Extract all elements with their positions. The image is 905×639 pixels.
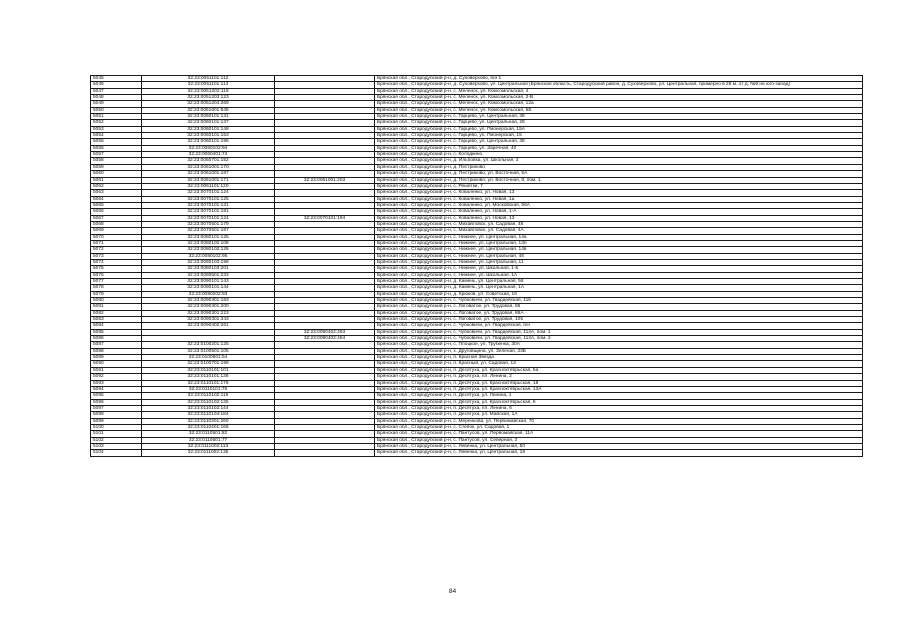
- address-cell: Брянская обл., Стародубский р-н, с. Степок, ул. Садовая, 1: [375, 424, 863, 430]
- address-cell: Брянская обл., Стародубский р-н, с. Михайловск, ул. Садовая, 4А: [375, 228, 863, 234]
- cadastral-number-cell: 32:23:0051203:123: [142, 95, 275, 101]
- row-number-cell: 5083: [91, 317, 142, 323]
- address-cell: Брянская обл., Стародубский р-н, с. Меленск, ул. Комсомольская, 5Б: [375, 107, 863, 113]
- cadastral-number-cell: 32:23:0110501:82: [142, 431, 275, 437]
- address-cell: Брянская обл., Стародубский р-н, с. Гарцево, ул. Заречная, 40: [375, 145, 863, 151]
- address-cell: Брянская обл., Стародубский р-н, п. Десятуха, ул. Красноктябрьская, 18: [375, 380, 863, 386]
- row-number-cell: 5055: [91, 139, 142, 145]
- cadastral-number-cell: 32:23:0070501:187: [142, 228, 275, 234]
- row-number-cell: 5052: [91, 120, 142, 126]
- cadastral-number-cell: 32:23:0070101:181: [142, 209, 275, 215]
- cadastral-number-cell: 32:23:0110102:144: [142, 405, 275, 411]
- cadastral-number-cell: 32:23:0111002:113: [142, 443, 275, 449]
- address-cell: Брянская обл., Стародубский р-н, п. Десятуха, ул. Ленина, 1: [375, 393, 863, 399]
- address-cell: Брянская обл., Стародубский р-н, с. Коваленко, ул. Московская, 56А: [375, 202, 863, 208]
- address-cell: Брянская обл., Стародубский р-н, с. Логоватое, ул. Трудовая, 86: [375, 304, 863, 310]
- row-number-cell: 5070: [91, 234, 142, 240]
- cadastral-number-cell: 32:23:0080103:201: [142, 266, 275, 272]
- address-cell: Брянская обл., Стародубский р-н, с. Коваленко, ул. Новая, 1а: [375, 196, 863, 202]
- address-cell: Брянская обл., Стародубский р-н, с. Логоватое, ул. Трудовая, 86А: [375, 310, 863, 316]
- row-number-cell: 5079: [91, 291, 142, 297]
- row-number-cell: 5060: [91, 171, 142, 177]
- cadastral-number-cell: 32:23:0080501:233: [142, 272, 275, 278]
- row-number-cell: 5064: [91, 196, 142, 202]
- row-number-cell: 5085: [91, 329, 142, 335]
- row-number-cell: 5098: [91, 412, 142, 418]
- address-cell: Брянская обл., Стародубский р-н, д. Пестриково, ул. Восточная, 5А: [375, 171, 863, 177]
- cadastral-number-cell: 32:23:0051202:119: [142, 88, 275, 94]
- address-cell: Брянская обл., Стародубский р-н, с. Чубковичи, ул. Гвардейская, 114А, пом. 1: [375, 329, 863, 335]
- row-number-cell: 5061: [91, 177, 142, 183]
- address-cell: Брянская обл., Стародубский р-н, п. Десятуха, пл. Ленина, 2: [375, 374, 863, 380]
- cadastral-number-cell: 32:23:0110101:101: [142, 367, 275, 373]
- address-cell: Брянская обл., Стародубский р-н, с. Левенка, ул. Центральная, 18: [375, 450, 863, 456]
- address-cell: Брянская обл., Стародубский р-н, с. Гарцево, ул. Пионерская, 15: [375, 133, 863, 139]
- address-cell: Брянская обл., Стародубский р-н, д. Пестриково, ул. Восточная, 8, пом. 1: [375, 177, 863, 183]
- address-cell: Брянская обл., Стародубский р-н, п. Десятуха, пл. Ленина, 6: [375, 405, 863, 411]
- page-number: 84: [448, 588, 457, 595]
- cadastral-number-cell: 32:23:0110301:260: [142, 418, 275, 424]
- row-number-cell: 5101: [91, 431, 142, 437]
- row-number-cell: 5053: [91, 126, 142, 132]
- row-number-cell: 5082: [91, 310, 142, 316]
- cadastral-number-cell: 32:23:0051101:113: [142, 82, 275, 88]
- cadastral-number-cell: 32:23:0060401:74: [142, 152, 275, 158]
- address-cell: Брянская обл., Стародубский р-н, с. Гарцево, ул. Пионерская, 15А: [375, 126, 863, 132]
- cadastral-number-cell: 32:23:0061001:170: [142, 164, 275, 170]
- row-number-cell: 5088: [91, 348, 142, 354]
- cadastral-number-cell: 32:23:0080102:108: [142, 240, 275, 246]
- cadastral-number-cell: 32:23:0051101:112: [142, 76, 275, 82]
- row-number-cell: 5104: [91, 450, 142, 456]
- row-number-cell: 5077: [91, 279, 142, 285]
- cadastral-number-cell: 32:23:0110101:138: [142, 374, 275, 380]
- row-number-cell: 5103: [91, 443, 142, 449]
- cadastral-number-cell: 32:23:0051204:269: [142, 101, 275, 107]
- address-cell: Брянская обл., Стародубский р-н, с. Гарцево, ул. Центральная, 28: [375, 120, 863, 126]
- cadastral-number-cell: 32:23:0110104:184: [142, 412, 275, 418]
- cadastral-number-cell: 32:23:0060102:94: [142, 145, 275, 151]
- row-number-cell: 5081: [91, 304, 142, 310]
- row-number-cell: 5076: [91, 272, 142, 278]
- cadastral-number-cell: 32:23:0061101:120: [142, 183, 275, 189]
- address-cell: Брянская обл., Стародубский р-н, п. Десятуха, ул. Красноктябрьская, 6: [375, 399, 863, 405]
- address-cell: Брянская обл., Стародубский р-н, с. Меленск, ул. Комсомольская, 2-В: [375, 95, 863, 101]
- premises-cadastral-number-cell: 32:23:0090402:453: [275, 329, 375, 335]
- cadastral-number-cell: 32:23:0111002:135: [142, 450, 275, 456]
- premises-cadastral-number-cell: 32:23:0090402:454: [275, 336, 375, 342]
- address-cell: Брянская обл., Стародубский р-н, с. Пантусов, ул. Первомайская, 11А: [375, 431, 863, 437]
- address-cell: Брянская обл., Стародубский р-н, с. Пантусов, ул. Северная, 3: [375, 437, 863, 443]
- row-number-cell: 5073: [91, 253, 142, 259]
- premises-cadastral-number-cell: 32:23:0070101:194: [275, 215, 375, 221]
- row-number-cell: 5059: [91, 164, 142, 170]
- cadastral-number-cell: 32:23:0110101:79: [142, 386, 275, 392]
- cadastral-number-cell: 32:23:0070101:124: [142, 190, 275, 196]
- row-number-cell: 5071: [91, 240, 142, 246]
- row-number-cell: 5094: [91, 386, 142, 392]
- cadastral-number-cell: 32:23:0080101:125: [142, 234, 275, 240]
- address-cell: Брянская обл., Стародубский р-н, с. Решетки, 7: [375, 183, 863, 189]
- row-number-cell: 5087: [91, 342, 142, 348]
- row-number-cell: 5054: [91, 133, 142, 139]
- row-number-cell: 5100: [91, 424, 142, 430]
- address-cell: Брянская обл., Стародубский р-н, с. Нижнее, ул. Школьная, 1-в: [375, 266, 863, 272]
- row-number-cell: 5050: [91, 107, 142, 113]
- address-cell: Брянская обл., Стародубский р-н, п. Красный, ул. Садовая, 13: [375, 361, 863, 367]
- address-cell: Брянская обл., Стародубский р-н, с. Нижнее, ул. Школьная, 1А: [375, 272, 863, 278]
- cadastral-number-cell: 32:23:0090402:261: [142, 323, 275, 329]
- address-cell: Брянская обл., Стародубский р-н, с. Плоцкое, ул. Трубенка, 30А: [375, 342, 863, 348]
- cadastral-number-cell: 32:23:0070101:124: [142, 215, 275, 221]
- cadastral-number-cell: 32:23:0110401:165: [142, 424, 275, 430]
- address-cell: Брянская обл., Стародубский р-н, с. Михайловск, ул. Садовая, 48: [375, 221, 863, 227]
- table-row: [91, 450, 863, 456]
- address-cell: Брянская обл., Стародубский р-н, с. Нижнее, ул. Центральная, 48: [375, 253, 863, 259]
- address-cell: Брянская обл., Стародубский р-н, д. Крюков, ул. Советская, 16: [375, 291, 863, 297]
- address-cell: Брянская обл., Стародубский р-н, с. Гарцево, ул. Центральная, 38: [375, 139, 863, 145]
- cadastral-number-cell: 32:23:0070501:179: [142, 221, 275, 227]
- cadastral-number-cell: 32:23:0051601:545: [142, 107, 275, 113]
- cadastral-number-cell: 32:23:0061001:171: [142, 177, 275, 183]
- address-cell: Брянская обл., Стародубский р-н, д. Камень, ул. Центральная, 56: [375, 279, 863, 285]
- cadastral-number-cell: 32:23:0110102:119: [142, 393, 275, 399]
- address-cell: Брянская обл., Стародубский р-н, д. Пестриково: [375, 164, 863, 170]
- address-cell: Брянская обл., Стародубский р-н, с. Меленск, ул. Комсомольская, 4: [375, 88, 863, 94]
- row-number-cell: 5045: [91, 76, 142, 82]
- row-number-cell: 5097: [91, 405, 142, 411]
- row-number-cell: 5074: [91, 259, 142, 265]
- address-cell: Брянская обл., Стародубский р-н, с. Левенка, ул. Центральная, 50: [375, 443, 863, 449]
- address-cell: Брянская обл., Стародубский р-н, с. Нижнее, ул. Центральная, 14в: [375, 247, 863, 253]
- row-number-cell: 5084: [91, 323, 142, 329]
- cadastral-number-cell: 32:23:0061001:187: [142, 171, 275, 177]
- address-cell: Брянская обл., Стародубский р-н, с. Коваленко, ул. Новая, 13: [375, 190, 863, 196]
- address-cell: Брянская обл., Стародубский р-н, с. Нижнее, ул. Центральная, 11: [375, 259, 863, 265]
- row-number-cell: 5090: [91, 361, 142, 367]
- cadastral-number-cell: 32:23:0060101:196: [142, 139, 275, 145]
- row-number-cell: 5096: [91, 399, 142, 405]
- address-cell: Брянская обл., Стародубский р-н, с. Логоватое, ул. Трудовая, 105: [375, 317, 863, 323]
- row-number-cell: 5049: [91, 101, 142, 107]
- row-number-cell: 5092: [91, 374, 142, 380]
- cadastral-number-cell: 32:23:0100501:105: [142, 348, 275, 354]
- cadastral-number-cell: 32:23:0090301:223: [142, 310, 275, 316]
- cadastral-number-cell: 32:23:0090301:183: [142, 298, 275, 304]
- row-number-cell: 5086: [91, 336, 142, 342]
- row-number-cell: 5089: [91, 355, 142, 361]
- cadastral-number-cell: 32:23:0110501:77: [142, 437, 275, 443]
- address-cell: Брянская обл., Стародубский р-н, с. Меленск, ул. Комсомольская, 12а: [375, 101, 863, 107]
- row-number-cell: 5058: [91, 158, 142, 164]
- table-body: [91, 76, 863, 457]
- row-number-cell: 5102: [91, 437, 142, 443]
- address-cell: Брянская обл., Стародубский р-н, с. Гарцево, ул. Центральная, 38: [375, 114, 863, 120]
- cadastral-number-cell: 32:23:0060101:148: [142, 126, 275, 132]
- cadastral-number-cell: 32:23:0090301:200: [142, 304, 275, 310]
- cadastral-number-cell: 32:23:0100201:125: [142, 342, 275, 348]
- row-number-cell: 5046: [91, 82, 142, 88]
- cadastral-number-cell: 32:23:0100601:54: [142, 355, 275, 361]
- row-number-cell: 5063: [91, 190, 142, 196]
- row-number-cell: 5057: [91, 152, 142, 158]
- address-cell: Брянская обл., Стародубский р-н, д. Суховерхово, б/н 1: [375, 76, 863, 82]
- row-number-cell: 5067: [91, 215, 142, 221]
- cadastral-number-cell: 32:23:0060701:152: [142, 158, 275, 164]
- row-number-cell: 5065: [91, 202, 142, 208]
- row-number-cell: 5068: [91, 221, 142, 227]
- address-cell: Брянская обл., Стародубский р-н, с. Коваленко, ул. Новая, 1-А: [375, 209, 863, 215]
- address-cell: Брянская обл., Стародубский р-н, д. Суховерхово, ул. Центральная (Брянская область, Стародубский район, д. Суховерхово, ул. Центральная, примерно в 28 м. от д. №9 на юго-запад): [375, 82, 863, 88]
- address-cell: Брянская обл., Стародубский р-н, с. Чубковичи, ул. Гвардейская, 116: [375, 298, 863, 304]
- cadastral-number-cell: 32:23:0060101:137: [142, 120, 275, 126]
- address-cell: Брянская обл., Стародубский р-н, с. Колодкино: [375, 152, 863, 158]
- cadastral-number-cell: 32:23:0080102:125: [142, 247, 275, 253]
- row-number-cell: 5056: [91, 145, 142, 151]
- address-cell: Брянская обл., Стародубский р-н, с. Нижнее, ул. Центральная, 13б: [375, 240, 863, 246]
- table-row: [91, 82, 863, 88]
- address-cell: Брянская обл., Стародубский р-н, д. Камень, ул. Центральная, 1А: [375, 285, 863, 291]
- row-number-cell: 5093: [91, 380, 142, 386]
- premises-cadastral-number-cell: 32:23:0061001:203: [275, 177, 375, 183]
- address-cell: Брянская обл., Стародубский р-н, х. Друговщина, ул. Зеленая, 33Б: [375, 348, 863, 354]
- cadastral-number-cell: 32:23:0090101:143: [142, 279, 275, 285]
- row-number-cell: 5069: [91, 228, 142, 234]
- cadastral-number-cell: 32:23:0080102:95: [142, 253, 275, 259]
- row-number-cell: 5066: [91, 209, 142, 215]
- address-cell: Брянская обл., Стародубский р-н, с. Коваленко, ул. Новая, 13: [375, 215, 863, 221]
- row-number-cell: 5075: [91, 266, 142, 272]
- address-cell: Брянская обл., Стародубский р-н, с. Чубковичи, ул. Гвардейская, б/н: [375, 323, 863, 329]
- cadastral-number-cell: 32:23:0110101:176: [142, 380, 275, 386]
- row-number-cell: 5095: [91, 393, 142, 399]
- cadastral-number-cell: 32:23:0070101:131: [142, 202, 275, 208]
- row-number-cell: 5051: [91, 114, 142, 120]
- cadastral-number-cell: 32:23:0090301:343: [142, 317, 275, 323]
- row-number-cell: 5062: [91, 183, 142, 189]
- address-cell: Брянская обл., Стародубский р-н, п. Красная Звезда: [375, 355, 863, 361]
- row-number-cell: 5047: [91, 88, 142, 94]
- cadastral-number-cell: 32:23:0080103:198: [142, 259, 275, 265]
- row-number-cell: 5099: [91, 418, 142, 424]
- row-number-cell: 5078: [91, 285, 142, 291]
- address-cell: Брянская обл., Стародубский р-н, д. Ильбовка, ул. Школьная, 2: [375, 158, 863, 164]
- cadastral-number-cell: 32:23:0060101:131: [142, 114, 275, 120]
- address-cell: Брянская обл., Стародубский р-н, с. Чубковичи, ул. Гвардейская, 114А, пом. 2: [375, 336, 863, 342]
- cadastral-number-cell: 32:23:0090202:93: [142, 291, 275, 297]
- address-cell: Брянская обл., Стародубский р-н, п. Десятуха, ул. Красноктябрьская, 5а: [375, 367, 863, 373]
- address-cell: Брянская обл., Стародубский р-н, с. Меренкова, ул. Первомайская, 70: [375, 418, 863, 424]
- address-cell: Брянская обл., Стародубский р-н, с. Нижнее, ул. Центральная, 14а: [375, 234, 863, 240]
- cadastral-number-cell: 32:23:0090101:144: [142, 285, 275, 291]
- property-register-table: [90, 75, 863, 457]
- row-number-cell: 5080: [91, 298, 142, 304]
- cadastral-number-cell: 32:23:0110102:135: [142, 399, 275, 405]
- cadastral-number-cell: 32:23:0100701:199: [142, 361, 275, 367]
- address-cell: Брянская обл., Стародубский р-н, п. Десятуха, ул. Майская, 1А: [375, 412, 863, 418]
- cadastral-number-cell: 32:23:0060101:153: [142, 133, 275, 139]
- row-number-cell: 5072: [91, 247, 142, 253]
- premises-cadastral-number-cell: [275, 450, 375, 456]
- row-number-cell: 5091: [91, 367, 142, 373]
- address-cell: Брянская обл., Стародубский р-н, п. Десятуха, ул. Красноктябрьская, 13А: [375, 386, 863, 392]
- cadastral-number-cell: 32:23:0070101:125: [142, 196, 275, 202]
- row-number-cell: 5048: [91, 95, 142, 101]
